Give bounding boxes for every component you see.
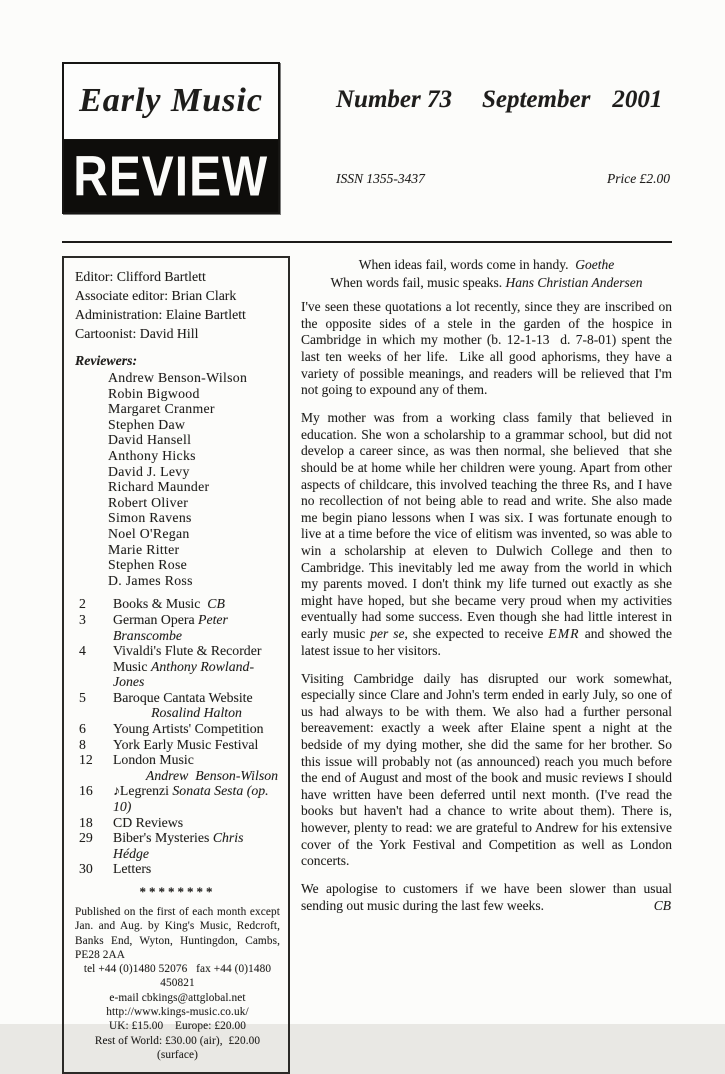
toc-entry bbox=[113, 830, 280, 861]
reviewer-name: Robert Oliver bbox=[108, 494, 189, 510]
toc-row bbox=[75, 737, 280, 753]
epigraph-quotes bbox=[301, 256, 672, 291]
text-segment: Anthony Rowland-Jones bbox=[113, 658, 255, 690]
text-segment: Andrew Benson-Wilson bbox=[145, 767, 278, 783]
reviewer-name: Andrew Benson-Wilson bbox=[108, 370, 248, 385]
editorial-paragraph bbox=[301, 410, 672, 659]
reviewer-name: Noel O'Regan bbox=[108, 525, 190, 541]
toc-entry-line bbox=[113, 690, 280, 706]
toc-entry-line bbox=[113, 612, 280, 643]
toc-entry bbox=[113, 752, 280, 783]
toc-entry bbox=[113, 783, 280, 814]
editorial-paragraph bbox=[301, 881, 672, 914]
text-segment: German Opera bbox=[113, 611, 199, 627]
toc-entry bbox=[113, 643, 280, 690]
text-segment: Goethe bbox=[575, 257, 615, 272]
publication-lines bbox=[75, 962, 280, 1062]
publication-line: tel +44 (0)1480 52076 fax +44 (0)1480 450821 bbox=[83, 963, 272, 990]
toc-entry-line bbox=[113, 596, 280, 612]
publication-line: Rest of World: £30.00 (air), £20.00 (surface) bbox=[94, 1034, 261, 1061]
text-segment: Chris Hédge bbox=[113, 830, 244, 861]
toc-page-number: 12 bbox=[79, 752, 93, 768]
text-segment: Legrenzi bbox=[119, 783, 173, 799]
logo-subtitle bbox=[64, 140, 278, 212]
toc-entry-line bbox=[113, 643, 280, 659]
text-segment: When words fail, music speaks. bbox=[330, 274, 506, 290]
text-segment: and showed the latest issue to her visitors. bbox=[301, 625, 672, 658]
contents-list bbox=[75, 596, 280, 877]
toc-page-number: 30 bbox=[79, 861, 93, 877]
text-segment: Young Artists' Competition bbox=[113, 721, 264, 737]
toc-entry bbox=[113, 861, 280, 877]
stars-separator: ******** bbox=[139, 884, 216, 899]
editorial-paragraph bbox=[301, 671, 672, 870]
issn-text: ISSN 1355-3437 bbox=[336, 171, 425, 186]
text-segment: Hans Christian Andersen bbox=[505, 274, 643, 290]
toc-page-number: 6 bbox=[79, 721, 86, 737]
publication-line: e-mail cbkings@attglobal.net bbox=[109, 991, 246, 1004]
music-note-icon: ♪ bbox=[113, 783, 120, 799]
quote-line bbox=[301, 274, 672, 292]
staff-line: Cartoonist: David Hill bbox=[75, 326, 199, 341]
toc-entry bbox=[113, 690, 280, 721]
staff-line: Associate editor: Brian Clark bbox=[75, 288, 237, 303]
reviewers-list bbox=[75, 370, 280, 588]
staff-list bbox=[75, 267, 280, 343]
reviewer-name: Simon Ravens bbox=[108, 510, 192, 526]
text-segment: EMR bbox=[548, 625, 580, 641]
reviewer-name: Stephen Rose bbox=[108, 557, 188, 573]
toc-entry bbox=[113, 612, 280, 643]
toc-row bbox=[75, 752, 280, 783]
reviewers-label: Reviewers: bbox=[75, 353, 138, 368]
toc-page-number: 29 bbox=[79, 830, 93, 846]
toc-row bbox=[75, 721, 280, 737]
text-segment: When ideas fail, words come in handy. bbox=[358, 257, 576, 272]
text-segment: Music bbox=[113, 658, 151, 674]
header-rule bbox=[62, 241, 672, 243]
toc-row bbox=[75, 815, 280, 831]
publication-address: Published on the first of each month except Jan. and Aug. by King's Music, Redcroft, Banks End, Wyton, Huntingdon, Cambs, PE28 2AA bbox=[75, 906, 280, 961]
text-segment: Peter Branscombe bbox=[113, 611, 228, 643]
toc-entry bbox=[113, 721, 280, 737]
text-segment: Books & Music bbox=[113, 596, 208, 612]
toc-page-number: 2 bbox=[79, 596, 86, 612]
toc-row bbox=[75, 596, 280, 612]
text-segment: Sonata Sesta (op. 10) bbox=[113, 783, 269, 815]
reviewer-name: Stephen Daw bbox=[108, 416, 186, 432]
toc-entry-line bbox=[113, 721, 280, 737]
toc-entry-line bbox=[113, 815, 280, 831]
masthead-header bbox=[62, 62, 672, 214]
quote-line bbox=[301, 256, 672, 274]
publication-info bbox=[75, 905, 280, 1062]
issue-line bbox=[336, 86, 672, 114]
text-segment: , she expected to receive bbox=[404, 625, 549, 641]
text-segment: York Early Music Festival bbox=[113, 736, 259, 752]
toc-page-number: 3 bbox=[79, 611, 86, 627]
toc-entry-line bbox=[113, 705, 280, 721]
toc-entry bbox=[113, 737, 280, 753]
toc-row bbox=[75, 612, 280, 643]
text-segment: CD Reviews bbox=[113, 814, 184, 830]
toc-page-number: 18 bbox=[79, 814, 93, 830]
reviewer-name: Robin Bigwood bbox=[108, 385, 200, 401]
issn-price-row bbox=[336, 171, 672, 187]
issue-year: 2001 bbox=[612, 86, 663, 113]
toc-page-number: 5 bbox=[79, 689, 86, 705]
toc-entry-line bbox=[113, 752, 280, 768]
masthead-panel bbox=[62, 256, 290, 1074]
text-segment: We apologise to customers if we have been slower than usual sending out music during the last few weeks. bbox=[301, 881, 672, 913]
text-segment: Letters bbox=[113, 861, 152, 877]
editor-initials: CB bbox=[653, 897, 671, 913]
toc-entry-line bbox=[113, 830, 280, 861]
text-segment: Visiting Cambridge daily has disrupted our work somewhat, especially since Clare and John's term ended in early July, so one of us had always to be with them. We also had a further personal bereavement: exactly a week after Elaine spent a night at the bedside of my dying mother, she did the same for her brother. So this issue will probably not (as announced) reach you much before the end of August and most of the book and music reviews I should have written have been deferred until next month. (I've read the books but haven't had a chance to write about them). There is, however, plenty to read: we are grateful to Andrew for his extensive cover of the York Festival and Competition as well as London concerts. bbox=[301, 670, 672, 869]
reviewer-name: Margaret Cranmer bbox=[108, 401, 215, 417]
toc-entry-line bbox=[113, 861, 280, 877]
logo-subtitle-text: REVIEW bbox=[73, 144, 269, 208]
text-segment: Vivaldi's Flute & Recorder bbox=[113, 643, 262, 659]
text-segment: Biber's Mysteries bbox=[113, 830, 213, 846]
toc-row bbox=[75, 643, 280, 690]
text-segment: Rosalind Halton bbox=[151, 705, 242, 721]
issue-number: Number 73 bbox=[336, 86, 452, 113]
text-segment: per se bbox=[370, 625, 405, 641]
toc-row bbox=[75, 690, 280, 721]
reviewer-name: David Hansell bbox=[108, 432, 192, 448]
staff-line: Administration: Elaine Bartlett bbox=[75, 307, 246, 322]
editorial-column bbox=[290, 256, 672, 926]
toc-entry-line bbox=[113, 737, 280, 753]
toc-row bbox=[75, 861, 280, 877]
staff-line: Editor: Clifford Bartlett bbox=[75, 269, 206, 284]
toc-page-number: 16 bbox=[79, 783, 93, 799]
text-segment: I've seen these quotations a lot recently, since they are inscribed on the opposite sides of a stele in the garden of the hospice in Cambridge in which my mother (b. 12-1-13 d. 7-8-01) spent the last ten weeks of her life. Like all good aphorisms, they have a variety of possible meanings, and readers will be relieved that I'm not going to expound any of them. bbox=[301, 299, 672, 398]
toc-page-number: 4 bbox=[79, 643, 86, 659]
price-text: Price £2.00 bbox=[607, 171, 670, 186]
early-music-review-logo bbox=[62, 62, 280, 214]
text-segment: CB bbox=[207, 596, 225, 612]
publication-line: http://www.kings-music.co.uk/ bbox=[106, 1006, 249, 1019]
toc-row bbox=[75, 783, 280, 814]
toc-entry-line bbox=[113, 768, 280, 784]
reviewer-name: David J. Levy bbox=[108, 463, 190, 479]
toc-page-number: 8 bbox=[79, 736, 86, 752]
toc-entry-line bbox=[113, 783, 280, 814]
text-segment: Baroque Cantata Website bbox=[113, 689, 253, 705]
logo-title: Early Music bbox=[64, 64, 278, 140]
reviewer-name: D. James Ross bbox=[108, 572, 193, 588]
toc-entry bbox=[113, 596, 280, 612]
reviewer-name: Anthony Hicks bbox=[108, 447, 196, 463]
reviewer-name: Marie Ritter bbox=[108, 541, 180, 557]
editorial-body bbox=[301, 299, 672, 914]
text-segment: London Music bbox=[113, 752, 194, 768]
toc-entry bbox=[113, 815, 280, 831]
issue-month: September bbox=[481, 86, 591, 113]
content-columns bbox=[62, 256, 672, 1074]
toc-entry-line bbox=[113, 659, 280, 690]
reviewer-name: Richard Maunder bbox=[108, 479, 210, 495]
toc-row bbox=[75, 830, 280, 861]
editorial-paragraph bbox=[301, 299, 672, 399]
publication-line: UK: £15.00 Europe: £20.00 bbox=[108, 1020, 247, 1033]
issue-info bbox=[280, 62, 672, 187]
text-segment: My mother was from a working class family that believed in education. She won a scholarship to a grammar school, but did not develop a career since, as was then normal, she believed that she should be at home while her children were young. Apart from other aspects of childcare, this involved teaching the three Rs, and I have no recollection of not being able to read and write. She also made me begin piano lessons when I was six. I was fortunate enough to live at a time before the vice of elitism was invented, so was able to win a scholarship at eleven to Dulwich College and then to Cambridge. This inevitably led me away from the world in which my parents moved. I don't think my life turned out exactly as she might have hoped, but she became very proud when my activities eventually had some success. Even though she had little interest in early music bbox=[301, 410, 672, 641]
